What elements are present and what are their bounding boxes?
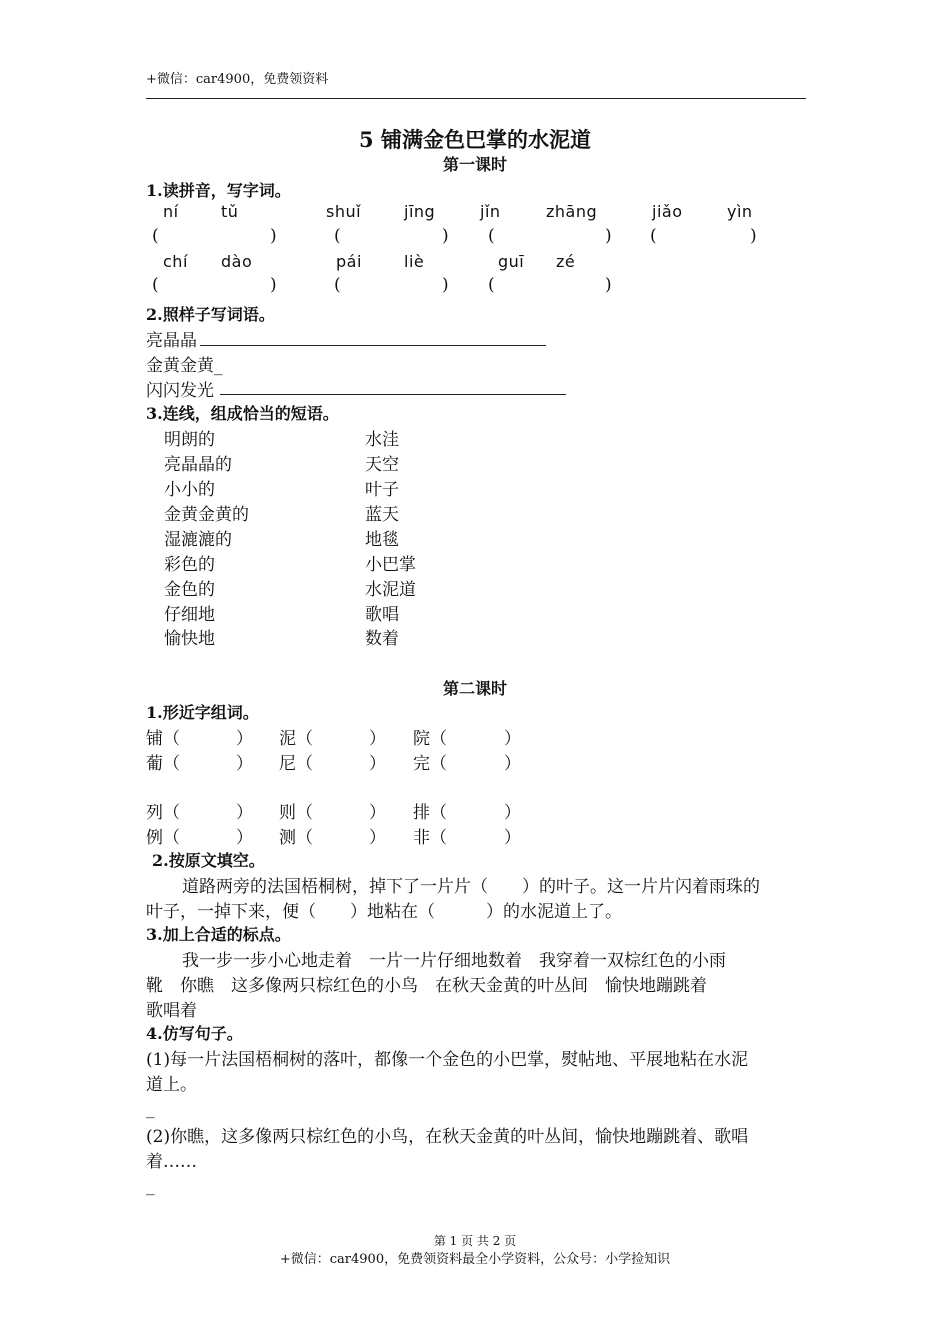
answer-bracket-close: ) (605, 226, 612, 246)
pinyin: jīng (404, 202, 436, 221)
bracket: ） (369, 729, 386, 749)
answer-bracket-open: ( (488, 275, 495, 295)
match-left-item: 仔细地 (164, 605, 215, 625)
punct-text-line: 歌唱着 (146, 1001, 197, 1021)
footer-note: +微信：car4900，免费领资料最全小学资料，公众号：小学捡知识 (279, 1252, 671, 1267)
answer-bracket-close: ) (442, 226, 449, 246)
char: 完 (413, 754, 430, 774)
answer-bracket-close: ) (270, 226, 277, 246)
l2-q1-title: 1.形近字组词。 (146, 703, 259, 722)
bracket: ） (369, 754, 386, 774)
pinyin: zé (556, 252, 576, 271)
char: 铺 (146, 729, 163, 749)
bracket: ） (369, 803, 386, 823)
char: 泥 (279, 729, 296, 749)
char: 非 (413, 828, 430, 848)
bracket: ） (504, 803, 521, 823)
answer-line (220, 394, 566, 395)
pinyin: ní (163, 202, 179, 221)
char: 则 (279, 803, 296, 823)
model-sentence: (2)你瞧，这多像两只棕红色的小鸟，在秋天金黄的叶丛间，愉快地蹦跳着、歌唱 (146, 1127, 749, 1147)
match-left-item: 湿漉漉的 (164, 530, 232, 550)
pinyin: guī (498, 252, 525, 271)
char: 例 (146, 828, 163, 848)
bracket: （ (430, 754, 447, 774)
char: 排 (413, 803, 430, 823)
bracket: ） (236, 729, 253, 749)
fill-text-line: 叶子，一掉下来，便（ ）地粘在（ ）的水泥道上了。 (146, 902, 622, 922)
match-right-item: 歌唱 (365, 605, 399, 625)
match-left-item: 明朗的 (164, 430, 215, 450)
header-note: +微信：car4900，免费领资料 (146, 72, 329, 87)
punct-text-line: 靴 你瞧 这多像两只棕红色的小鸟 在秋天金黄的叶丛间 愉快地蹦跳着 (146, 976, 707, 996)
pinyin: shuǐ (326, 202, 362, 221)
pinyin: pái (336, 252, 362, 271)
example-word: 亮晶晶 (146, 331, 197, 351)
bracket: （ (296, 754, 313, 774)
answer-bracket-close: ) (750, 226, 757, 246)
bracket: ） (236, 828, 253, 848)
match-left-item: 金色的 (164, 580, 215, 600)
fill-text-line: 道路两旁的法国梧桐树，掉下了一片片（ ）的叶子。这一片片闪着雨珠的 (182, 877, 760, 897)
pinyin: jiǎo (652, 202, 683, 221)
header-divider (146, 98, 806, 99)
match-left-item: 亮晶晶的 (164, 455, 232, 475)
answer-bracket-close: ) (442, 275, 449, 295)
answer-bracket-close: ) (605, 275, 612, 295)
pinyin: chí (163, 252, 188, 271)
bracket: ） (236, 754, 253, 774)
model-sentence: 道上。 (146, 1075, 197, 1095)
match-left-item: 彩色的 (164, 555, 215, 575)
punct-text-line: 我一步一步小心地走着 一片一片仔细地数着 我穿着一双棕红色的小雨 (182, 951, 726, 971)
char: 测 (279, 828, 296, 848)
q1-title: 1.读拼音，写字词。 (146, 181, 291, 200)
match-right-item: 小巴掌 (365, 555, 416, 575)
answer-bracket-open: ( (152, 226, 159, 246)
answer-line (200, 345, 546, 346)
pinyin: jǐn (480, 202, 501, 221)
match-left-item: 愉快地 (164, 629, 215, 649)
example-word: 金黄金黄_ (146, 356, 223, 376)
bracket: ） (369, 828, 386, 848)
answer-bracket-open: ( (488, 226, 495, 246)
bracket: （ (296, 828, 313, 848)
answer-bracket-open: ( (334, 275, 341, 295)
match-right-item: 叶子 (365, 480, 399, 500)
answer-bracket-close: ) (270, 275, 277, 295)
char: 尼 (279, 754, 296, 774)
answer-blank: _ (146, 1099, 155, 1119)
bracket: （ (430, 828, 447, 848)
l2-q4-title: 4.仿写句子。 (146, 1024, 243, 1043)
pinyin: yìn (727, 202, 753, 221)
page-number: 第 1 页 共 2 页 (433, 1234, 517, 1248)
q3-title: 3.连线，组成恰当的短语。 (146, 404, 339, 423)
bracket: ） (504, 729, 521, 749)
bracket: （ (163, 803, 180, 823)
char: 院 (413, 729, 430, 749)
answer-bracket-open: ( (152, 275, 159, 295)
answer-bracket-open: ( (334, 226, 341, 246)
model-sentence: (1)每一片法国梧桐树的落叶，都像一个金色的小巴掌，熨帖地、平展地粘在水泥 (146, 1050, 749, 1070)
pinyin: dào (221, 252, 253, 271)
l2-q2-title: 2.按原文填空。 (152, 851, 265, 870)
pinyin: liè (404, 252, 425, 271)
match-right-item: 天空 (365, 455, 399, 475)
match-right-item: 水洼 (365, 430, 399, 450)
bracket: （ (163, 754, 180, 774)
pinyin: zhāng (546, 202, 598, 221)
l2-q3-title: 3.加上合适的标点。 (146, 925, 291, 944)
lesson2-heading: 第二课时 (442, 679, 507, 698)
bracket: （ (296, 729, 313, 749)
model-sentence: 着…… (146, 1152, 197, 1172)
page-title: 5 铺满金色巴掌的水泥道 (359, 127, 591, 152)
example-word: 闪闪发光 (146, 381, 214, 401)
char: 葡 (146, 754, 163, 774)
bracket: （ (163, 729, 180, 749)
bracket: ） (504, 828, 521, 848)
match-right-item: 水泥道 (365, 580, 416, 600)
char: 列 (146, 803, 163, 823)
match-right-item: 数着 (365, 629, 399, 649)
bracket: ） (504, 754, 521, 774)
bracket: ） (236, 803, 253, 823)
bracket: （ (430, 729, 447, 749)
answer-blank: _ (146, 1176, 155, 1196)
lesson1-heading: 第一课时 (442, 155, 507, 174)
q2-title: 2.照样子写词语。 (146, 305, 275, 324)
bracket: （ (296, 803, 313, 823)
bracket: （ (430, 803, 447, 823)
match-right-item: 蓝天 (365, 505, 399, 525)
match-right-item: 地毯 (365, 530, 399, 550)
match-left-item: 小小的 (164, 480, 215, 500)
bracket: （ (163, 828, 180, 848)
answer-bracket-open: ( (650, 226, 657, 246)
match-left-item: 金黄金黄的 (164, 505, 249, 525)
pinyin: tǔ (221, 202, 239, 221)
